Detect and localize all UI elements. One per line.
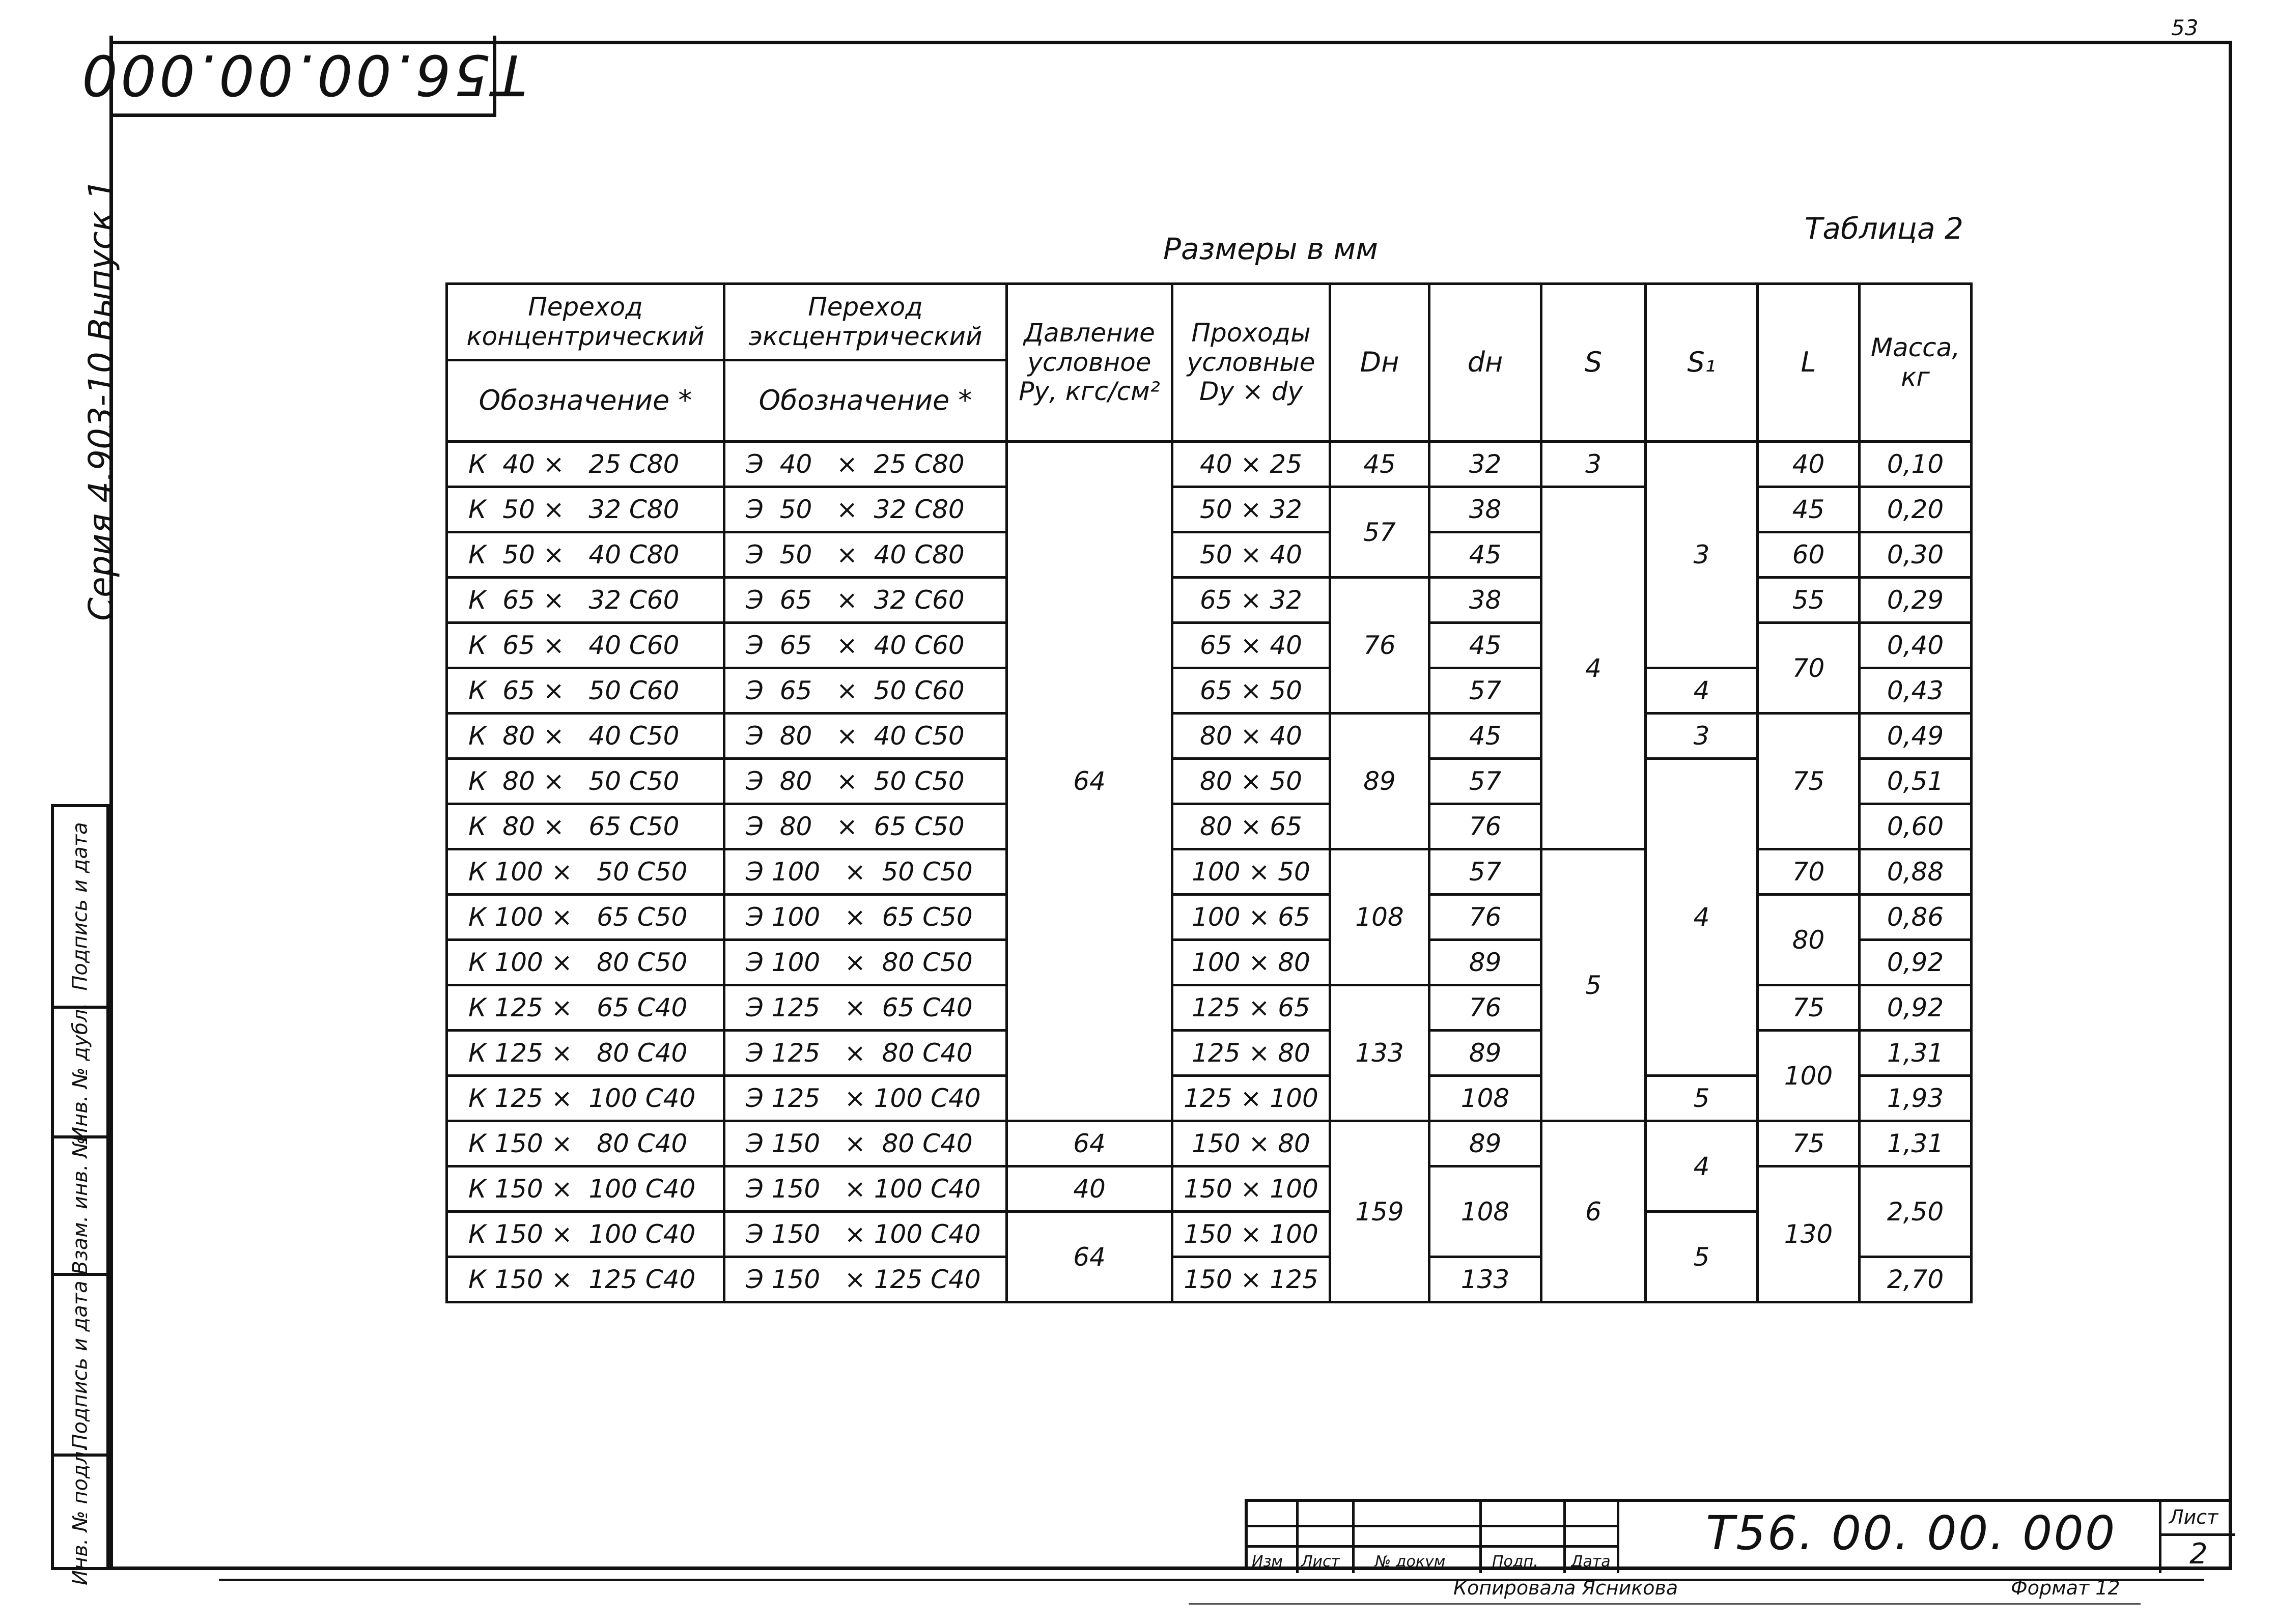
cell-passage: 150 × 100 — [1172, 1166, 1330, 1212]
tb-rule — [1248, 1525, 1617, 1527]
cell-eccentric: Э 150 × 100 С40 — [724, 1212, 1007, 1257]
header-mass: Масса, кг — [1860, 284, 1972, 442]
cell-eccentric: Э 50 × 32 С80 — [724, 487, 1007, 532]
tb-label-date: Дата — [1571, 1553, 1611, 1571]
cell-passage: 125 × 65 — [1172, 985, 1330, 1031]
dimensions-table — [445, 282, 1973, 1303]
cell-L: 40 — [1758, 442, 1860, 487]
cell-concentric: К 100 × 50 С50 — [447, 849, 724, 895]
cell-concentric: К 80 × 40 С50 — [447, 714, 724, 759]
cell-L: 55 — [1758, 578, 1860, 623]
cell-concentric: К 150 × 100 С40 — [447, 1166, 724, 1212]
cell-S1: 5 — [1646, 1212, 1758, 1302]
cell-concentric: К 80 × 65 С50 — [447, 804, 724, 849]
cell-passage: 150 × 125 — [1172, 1257, 1330, 1302]
cell-eccentric: Э 50 × 40 С80 — [724, 532, 1007, 578]
table-row — [447, 1212, 1972, 1257]
cell-mass: 1,31 — [1860, 1121, 1972, 1166]
cell-mass: 0,43 — [1860, 668, 1972, 714]
cell-eccentric: Э 100 × 80 С50 — [724, 940, 1007, 985]
tb-divider — [1296, 1502, 1299, 1573]
cell-Dn: 57 — [1330, 487, 1429, 578]
cell-concentric: К 100 × 65 С50 — [447, 895, 724, 940]
cell-S: 3 — [1541, 442, 1646, 487]
cell-passage: 100 × 80 — [1172, 940, 1330, 985]
tb-label-change: Изм — [1252, 1553, 1283, 1571]
top-designation-box — [79, 36, 527, 117]
cell-dn: 45 — [1429, 623, 1541, 668]
cell-passage: 125 × 80 — [1172, 1031, 1330, 1076]
cell-mass: 0,30 — [1860, 532, 1972, 578]
cell-mass: 0,88 — [1860, 849, 1972, 895]
cell-Dn: 76 — [1330, 578, 1429, 714]
cell-dn: 76 — [1429, 804, 1541, 849]
cell-dn: 45 — [1429, 714, 1541, 759]
cell-concentric: К 40 × 25 С80 — [447, 442, 724, 487]
tb-divider — [2159, 1502, 2161, 1573]
cell-dn: 76 — [1429, 985, 1541, 1031]
cell-S: 6 — [1541, 1121, 1646, 1302]
cell-S1: 5 — [1646, 1076, 1758, 1121]
table-row — [447, 442, 1972, 487]
bottom-rule — [219, 1579, 2204, 1581]
cell-eccentric: Э 65 × 32 С60 — [724, 578, 1007, 623]
tb-rule — [1248, 1545, 1617, 1548]
cell-eccentric: Э 150 × 100 С40 — [724, 1166, 1007, 1212]
strip-cell-signature-date-2: Подпись и дата — [54, 1273, 106, 1454]
cell-L: 70 — [1758, 849, 1860, 895]
cell-passage: 65 × 32 — [1172, 578, 1330, 623]
tb-label-doc-number: № докум — [1375, 1553, 1446, 1571]
table-row — [447, 714, 1972, 759]
cell-mass: 1,93 — [1860, 1076, 1972, 1121]
cell-passage: 65 × 50 — [1172, 668, 1330, 714]
sheet-label: Лист — [2169, 1506, 2218, 1528]
cell-concentric: К 65 × 50 С60 — [447, 668, 724, 714]
series-label: Серия 4.903-10 Выпуск 1 — [81, 179, 121, 621]
cell-concentric: К 125 × 80 С40 — [447, 1031, 724, 1076]
cell-eccentric: Э 100 × 65 С50 — [724, 895, 1007, 940]
cell-eccentric: Э 40 × 25 С80 — [724, 442, 1007, 487]
cell-eccentric: Э 125 × 80 С40 — [724, 1031, 1007, 1076]
cell-passage: 100 × 65 — [1172, 895, 1330, 940]
cell-eccentric: Э 80 × 50 С50 — [724, 759, 1007, 804]
cell-eccentric: Э 80 × 65 С50 — [724, 804, 1007, 849]
tb-divider — [1563, 1502, 1566, 1573]
header-designation-concentric: Обозначение * — [447, 360, 724, 442]
cell-Dn: 45 — [1330, 442, 1429, 487]
top-designation-code: Т56.00.00.000 — [79, 42, 527, 107]
corner-sheet-number: 53 — [2171, 15, 2199, 40]
header-passages: Проходы условные Dу × dу — [1172, 284, 1330, 442]
cell-passage: 125 × 100 — [1172, 1076, 1330, 1121]
cell-dn: 89 — [1429, 1031, 1541, 1076]
left-binding-strip — [51, 804, 109, 1585]
header-L: L — [1758, 284, 1860, 442]
cell-L: 80 — [1758, 895, 1860, 985]
cell-passage: 150 × 80 — [1172, 1121, 1330, 1166]
cell-mass: 0,60 — [1860, 804, 1972, 849]
cell-S: 5 — [1541, 849, 1646, 1121]
cell-eccentric: Э 65 × 50 С60 — [724, 668, 1007, 714]
cell-dn: 57 — [1429, 849, 1541, 895]
cell-L: 70 — [1758, 623, 1860, 714]
cell-dn: 108 — [1429, 1076, 1541, 1121]
cell-dn: 89 — [1429, 940, 1541, 985]
tb-divider — [1352, 1502, 1355, 1573]
cell-eccentric: Э 100 × 50 С50 — [724, 849, 1007, 895]
cell-mass: 0,92 — [1860, 985, 1972, 1031]
cell-L: 75 — [1758, 1121, 1860, 1166]
cell-passage: 100 × 50 — [1172, 849, 1330, 895]
tb-label-signature: Подп. — [1492, 1553, 1538, 1571]
cell-mass: 0,10 — [1860, 442, 1972, 487]
cell-dn: 133 — [1429, 1257, 1541, 1302]
cell-passage: 40 × 25 — [1172, 442, 1330, 487]
cell-Dn: 133 — [1330, 985, 1429, 1121]
cell-S: 4 — [1541, 487, 1646, 849]
cell-mass: 2,50 — [1860, 1166, 1972, 1257]
cell-concentric: К 125 × 65 С40 — [447, 985, 724, 1031]
cell-mass: 2,70 — [1860, 1257, 1972, 1302]
cell-pressure: 64 — [1007, 1121, 1172, 1166]
cell-eccentric: Э 125 × 65 С40 — [724, 985, 1007, 1031]
cell-passage: 50 × 40 — [1172, 532, 1330, 578]
cell-mass: 0,86 — [1860, 895, 1972, 940]
cell-concentric: К 150 × 125 С40 — [447, 1257, 724, 1302]
cell-mass: 0,49 — [1860, 714, 1972, 759]
cell-passage: 80 × 65 — [1172, 804, 1330, 849]
header-S1: S₁ — [1646, 284, 1758, 442]
copied-by: Копировала Ясникова — [1453, 1577, 1678, 1599]
header-eccentric: Переход эксцентрический — [724, 284, 1007, 360]
cell-dn: 76 — [1429, 895, 1541, 940]
header-dn: dн — [1429, 284, 1541, 442]
cell-mass: 0,51 — [1860, 759, 1972, 804]
cell-L: 45 — [1758, 487, 1860, 532]
cell-concentric: К 50 × 32 С80 — [447, 487, 724, 532]
cell-concentric: К 150 × 80 С40 — [447, 1121, 724, 1166]
cell-mass: 0,40 — [1860, 623, 1972, 668]
cell-concentric: К 65 × 40 С60 — [447, 623, 724, 668]
cell-concentric: К 50 × 40 С80 — [447, 532, 724, 578]
table-row — [447, 759, 1972, 804]
cell-concentric: К 100 × 80 С50 — [447, 940, 724, 985]
cell-dn: 108 — [1429, 1166, 1541, 1257]
cell-mass: 0,92 — [1860, 940, 1972, 985]
strip-cell-orig-inv: Инв. № подл. — [54, 1454, 106, 1573]
cell-S1: 4 — [1646, 759, 1758, 1076]
cell-pressure: 40 — [1007, 1166, 1172, 1212]
cell-eccentric: Э 80 × 40 С50 — [724, 714, 1007, 759]
cell-concentric: К 80 × 50 С50 — [447, 759, 724, 804]
cell-dn: 32 — [1429, 442, 1541, 487]
tb-label-sheet: Лист — [1301, 1553, 1340, 1571]
cell-pressure: 64 — [1007, 442, 1172, 1121]
cell-eccentric: Э 65 × 40 С60 — [724, 623, 1007, 668]
cell-passage: 80 × 50 — [1172, 759, 1330, 804]
cell-concentric: К 65 × 32 С60 — [447, 578, 724, 623]
document-code: Т56. 00. 00. 000 — [1706, 1506, 2117, 1560]
cell-dn: 38 — [1429, 487, 1541, 532]
cell-dn: 57 — [1429, 759, 1541, 804]
cell-L: 75 — [1758, 714, 1860, 849]
cell-passage: 80 × 40 — [1172, 714, 1330, 759]
cell-dn: 38 — [1429, 578, 1541, 623]
tb-divider — [1617, 1502, 1619, 1573]
cell-Dn: 108 — [1330, 849, 1429, 985]
cell-L: 60 — [1758, 532, 1860, 578]
cell-concentric: К 150 × 100 С40 — [447, 1212, 724, 1257]
header-Dn: Dн — [1330, 284, 1429, 442]
dimensions-caption: Размеры в мм — [1163, 232, 1378, 266]
header-pressure: Давление условное Pу, кгс/см² — [1007, 284, 1172, 442]
cell-L: 75 — [1758, 985, 1860, 1031]
tb-rule — [2159, 1533, 2235, 1536]
cell-S1: 4 — [1646, 1121, 1758, 1212]
cell-mass: 0,20 — [1860, 487, 1972, 532]
cell-dn: 89 — [1429, 1121, 1541, 1166]
cell-dn: 57 — [1429, 668, 1541, 714]
cell-S1: 3 — [1646, 442, 1758, 668]
cell-L: 100 — [1758, 1031, 1860, 1121]
cell-eccentric: Э 150 × 80 С40 — [724, 1121, 1007, 1166]
header-concentric: Переход концентрический — [447, 284, 724, 360]
cell-pressure: 64 — [1007, 1212, 1172, 1302]
table-caption: Таблица 2 — [1805, 211, 1963, 246]
cell-mass: 0,29 — [1860, 578, 1972, 623]
cell-S1: 3 — [1646, 714, 1758, 759]
bottom-dash-rule — [1189, 1603, 2141, 1605]
cell-eccentric: Э 150 × 125 С40 — [724, 1257, 1007, 1302]
strip-cell-replace-inv: Взам. инв. № — [54, 1135, 106, 1273]
strip-cell-signature-date-1: Подпись и дата — [68, 822, 92, 991]
header-S: S — [1541, 284, 1646, 442]
cell-mass: 1,31 — [1860, 1031, 1972, 1076]
cell-Dn: 159 — [1330, 1121, 1429, 1302]
cell-dn: 45 — [1429, 532, 1541, 578]
cell-L: 130 — [1758, 1166, 1860, 1302]
paper-format: Формат 12 — [2011, 1577, 2120, 1599]
table-row — [447, 1076, 1972, 1121]
strip-cell-dup-inv: Инв. № дубл. — [54, 1006, 106, 1135]
cell-passage: 50 × 32 — [1172, 487, 1330, 532]
cell-eccentric: Э 125 × 100 С40 — [724, 1076, 1007, 1121]
cell-passage: 150 × 100 — [1172, 1212, 1330, 1257]
cell-Dn: 89 — [1330, 714, 1429, 849]
tb-divider — [1479, 1502, 1482, 1573]
sheet-number: 2 — [2189, 1537, 2208, 1571]
header-designation-eccentric: Обозначение * — [724, 360, 1007, 442]
table-row — [447, 668, 1972, 714]
table-row — [447, 1121, 1972, 1166]
cell-passage: 65 × 40 — [1172, 623, 1330, 668]
title-block — [1245, 1499, 2232, 1570]
cell-concentric: К 125 × 100 С40 — [447, 1076, 724, 1121]
cell-S1: 4 — [1646, 668, 1758, 714]
